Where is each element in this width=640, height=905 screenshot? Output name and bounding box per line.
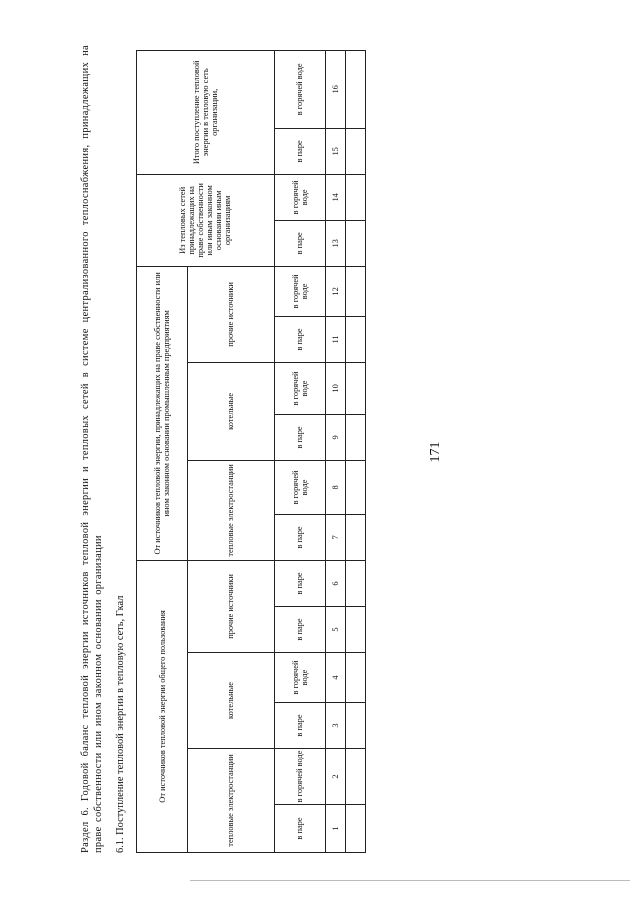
column-number: 6 (325, 560, 345, 606)
header-public-sources: От источников тепловой энергии общего пользования (137, 560, 188, 852)
header-steam: в паре (274, 514, 325, 560)
header-steam: в паре (274, 128, 325, 174)
header-hot-water: в горячей воде (274, 460, 325, 514)
table-cell (345, 514, 365, 560)
rotated-page-content (80, 45, 620, 855)
column-number: 7 (325, 514, 345, 560)
header-steam: в паре (274, 220, 325, 266)
table-cell (345, 749, 365, 805)
table-cell (345, 316, 365, 362)
column-number: 5 (325, 607, 345, 653)
table-cell (345, 560, 365, 606)
header-steam: в паре (274, 316, 325, 362)
header-steam: в паре (274, 560, 325, 606)
page-number: 171 (428, 441, 443, 463)
column-number: 9 (325, 414, 345, 460)
column-number: 11 (325, 316, 345, 362)
section-heading: Раздел 6. Годовой баланс тепловой энергии источников тепловой энергии и тепловых сетей в системе централизованного теплоснабжения, принадлежащих на праве собственности или ином законном основании организации (80, 45, 104, 853)
table-cell (345, 414, 365, 460)
column-number: 10 (325, 362, 345, 414)
header-industrial-chp: тепловые электростанции (188, 460, 275, 560)
column-number: 1 (325, 805, 345, 853)
header-steam: в паре (274, 607, 325, 653)
header-industrial-boilers: котельные (188, 362, 275, 460)
header-hot-water: в горячей воде (274, 266, 325, 316)
header-hot-water: в горячей воде (274, 653, 325, 703)
column-number: 14 (325, 174, 345, 220)
header-public-chp: тепловые электростанции (188, 749, 275, 853)
table-cell (345, 128, 365, 174)
header-hot-water: в горячей воде (274, 50, 325, 128)
header-public-boilers: котельные (188, 653, 275, 749)
header-hot-water: в горячей воде (274, 749, 325, 805)
table-cell (345, 653, 365, 703)
column-number: 3 (325, 703, 345, 749)
header-public-other: прочие источники (188, 560, 275, 652)
scan-edge-line (190, 880, 630, 881)
table-cell (345, 174, 365, 220)
table-cell (345, 607, 365, 653)
column-number-row (325, 50, 345, 852)
header-row-groups (137, 50, 188, 852)
header-steam: в паре (274, 703, 325, 749)
table-cell (345, 50, 365, 128)
header-other-networks: Из тепловых сетей принадлежащих на праве собственности или иным законном основании иным организациям (137, 174, 275, 266)
table-cell (345, 220, 365, 266)
header-total-input: Итого поступление тепловой энергии в тепловую сеть организации, (137, 50, 275, 174)
subsection-heading: 6.1. Поступление тепловой энергии в тепловую сеть, Гкал (115, 595, 126, 853)
table-row (345, 50, 365, 852)
header-steam: в паре (274, 414, 325, 460)
column-number: 8 (325, 460, 345, 514)
column-number: 15 (325, 128, 345, 174)
header-row-medium (274, 50, 325, 852)
table-cell (345, 460, 365, 514)
header-steam: в паре (274, 805, 325, 853)
heat-balance-table (136, 50, 366, 853)
column-number: 13 (325, 220, 345, 266)
column-number: 16 (325, 50, 345, 128)
column-number: 4 (325, 653, 345, 703)
table-cell (345, 362, 365, 414)
table-cell (345, 703, 365, 749)
table-cell (345, 805, 365, 853)
table-cell (345, 266, 365, 316)
header-hot-water: в горячей воде (274, 174, 325, 220)
header-industrial-sources: От источников тепловой энергии, принадлежащих на праве собственности или ином законном основании промышленным предприятиям (137, 266, 188, 560)
column-number: 2 (325, 749, 345, 805)
header-industrial-other: прочие источники (188, 266, 275, 362)
column-number: 12 (325, 266, 345, 316)
header-hot-water: в горячей воде (274, 362, 325, 414)
